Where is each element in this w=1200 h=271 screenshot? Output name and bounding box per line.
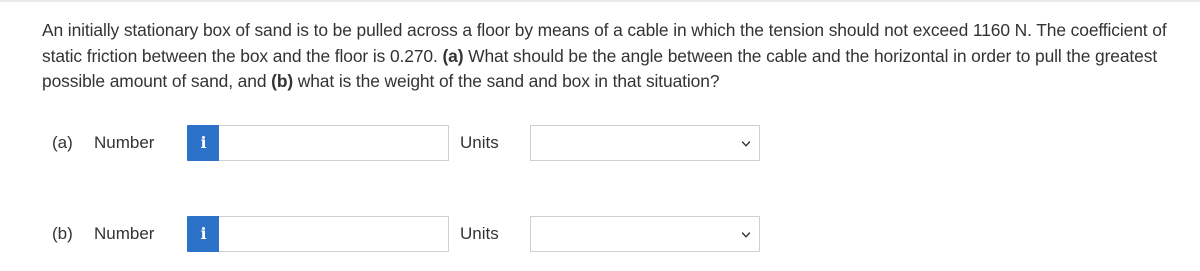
units-label-b: Units	[460, 224, 499, 243]
question-text-part-3: what is the weight of the sand and box in that situation?	[293, 71, 720, 91]
number-input-b[interactable]	[219, 216, 449, 252]
info-icon[interactable]: i	[187, 216, 220, 252]
question-part-a-marker: (a)	[442, 45, 464, 66]
info-icon[interactable]: i	[187, 125, 220, 161]
number-label-b: Number	[94, 224, 155, 243]
chevron-down-icon	[741, 230, 751, 240]
top-divider	[0, 0, 1200, 2]
answer-row-a	[0, 123, 1200, 165]
question-text-part-2: What should be the angle between the cable and the horizontal in order to pull the greatest possible amount of sand, and	[42, 45, 1158, 91]
answer-row-b	[0, 214, 1200, 256]
question-text	[42, 18, 1172, 95]
units-select-b[interactable]	[530, 216, 760, 252]
part-label-b: (b)	[52, 224, 73, 243]
units-label-a: Units	[460, 133, 499, 152]
part-label-a: (a)	[52, 133, 73, 152]
number-input-a[interactable]	[219, 125, 449, 161]
question-text-part-1: An initially stationary box of sand is to be pulled across a floor by means of a cable in which the tension should not exceed 1160 N. The coefficient of static friction between the box and the floor is 0.270.	[42, 20, 1167, 66]
question-part-b-marker: (b)	[271, 71, 294, 91]
chevron-down-icon	[741, 139, 751, 149]
number-label-a: Number	[94, 133, 155, 152]
units-select-a[interactable]	[530, 125, 760, 161]
